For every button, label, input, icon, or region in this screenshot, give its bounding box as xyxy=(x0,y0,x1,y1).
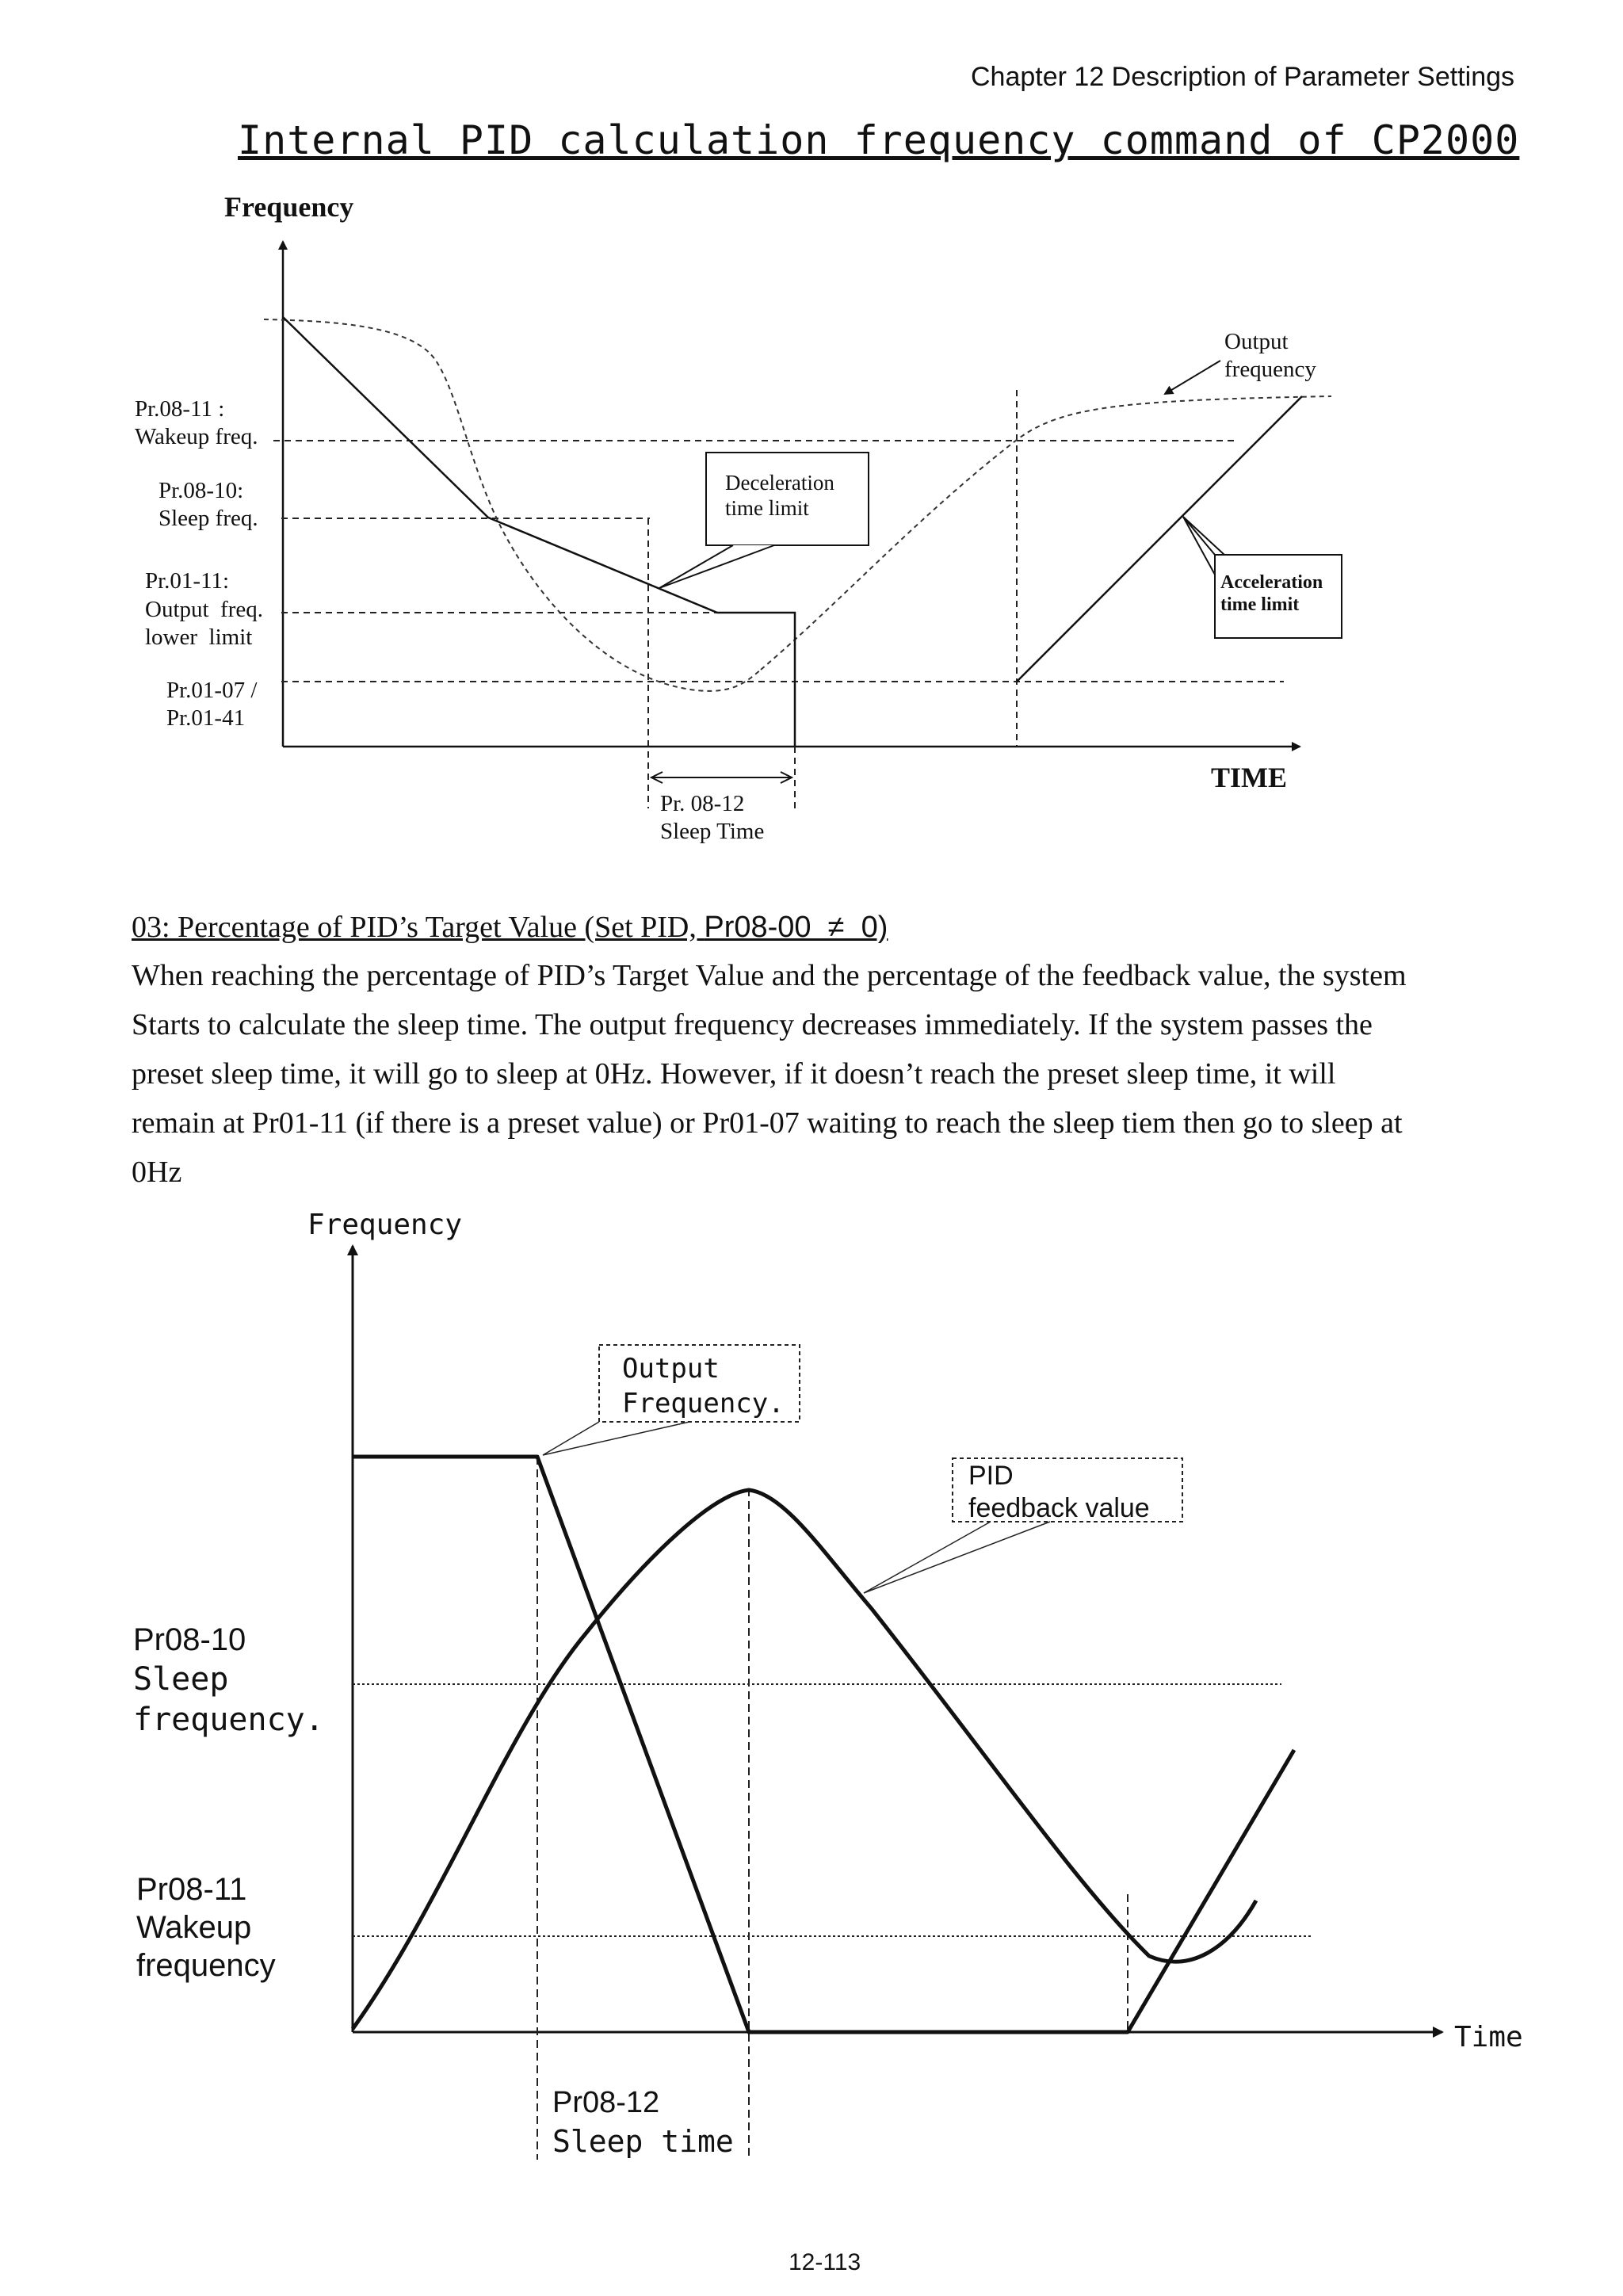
figure1-diagram xyxy=(0,0,1623,872)
figure2-pid-feedback-curve xyxy=(353,1490,1256,2029)
pid-feedback-label-line2: feedback value xyxy=(968,1493,1150,1523)
chapter-header: Chapter 12 Description of Parameter Settings xyxy=(971,62,1515,92)
output-frequency-pointer xyxy=(1165,361,1220,394)
acceleration-label-1: Acceleration xyxy=(1220,572,1323,593)
min-code-label-2: Pr.01-41 xyxy=(166,705,246,731)
deceleration-pointer xyxy=(659,545,774,588)
lower-name-label-2: lower limit xyxy=(145,625,253,650)
sleep-time-label-1: Pr. 08-12 xyxy=(660,791,745,816)
section-heading-param: Pr08-00 ≠ 0) xyxy=(704,911,888,944)
lower-name-label: Output freq. xyxy=(145,597,263,622)
paragraph-line: 0Hz xyxy=(132,1156,182,1189)
figure1-x-label: TIME xyxy=(1211,762,1288,793)
deceleration-label-2: time limit xyxy=(725,496,809,520)
figure1-title: Internal PID calculation frequency command of CP2000 xyxy=(238,117,1520,163)
paragraph-line: preset sleep time, it will go to sleep at 0Hz. However, if it doesn’t reach the preset sleep time, it will xyxy=(132,1057,1336,1091)
output-frequency-label-1: Output xyxy=(1224,329,1289,354)
figure1-output-curve-1 xyxy=(264,319,761,691)
deceleration-label-1: Deceleration xyxy=(725,471,834,495)
figure2-sleep-code: Pr08-10 xyxy=(133,1622,246,1657)
figure2-output-frequency-line xyxy=(353,1457,1294,2032)
figure1-y-label: Frequency xyxy=(224,191,354,223)
acceleration-pointer xyxy=(1183,517,1224,555)
figure2-sleep-name-2: frequency. xyxy=(133,1702,324,1738)
section-heading-main: 03: Percentage of PID’s Target Value (Set PID, xyxy=(132,911,705,944)
figure2-sleep-name-1: Sleep xyxy=(133,1661,229,1698)
figure2-wakeup-code: Pr08-11 xyxy=(136,1872,247,1907)
sleep-time-label-2: Sleep Time xyxy=(660,819,765,844)
figure2-y-label: Frequency xyxy=(307,1209,463,1241)
pid-feedback-pointer-line xyxy=(864,1522,1050,1593)
figure2-sleep-time-code: Pr08-12 xyxy=(552,2086,660,2119)
wakeup-code-label: Pr.08-11 : xyxy=(135,396,225,422)
figure2-wakeup-name-2: frequency xyxy=(136,1948,276,1983)
section-paragraph xyxy=(132,951,1558,1197)
figure2-diagram xyxy=(0,1189,1623,2179)
min-code-label: Pr.01-07 / xyxy=(166,678,258,703)
section-heading xyxy=(132,910,888,945)
acceleration-label-2: time limit xyxy=(1220,594,1300,615)
figure2-sleep-time-name: Sleep time xyxy=(552,2124,734,2159)
paragraph-line: remain at Pr01-11 (if there is a preset value) or Pr01-07 waiting to reach the sleep tiem then go to sleep at xyxy=(132,1106,1403,1140)
sleep-name-label: Sleep freq. xyxy=(158,506,258,531)
lower-code-label: Pr.01-11: xyxy=(145,568,230,594)
paragraph-line: When reaching the percentage of PID’s Target Value and the percentage of the feedback value, the system xyxy=(132,959,1407,992)
output-frequency-label-line2: Frequency. xyxy=(622,1388,785,1419)
output-frequency-label-line1: Output xyxy=(622,1353,720,1385)
pid-feedback-label-line1: PID xyxy=(968,1461,1014,1491)
figure2-wakeup-name-1: Wakeup xyxy=(136,1910,252,1945)
wakeup-name-label: Wakeup freq. xyxy=(135,424,258,449)
output-frequency-label-2: frequency xyxy=(1224,357,1316,382)
figure2-x-label: Time xyxy=(1454,2021,1523,2053)
page-number: 12-113 xyxy=(789,2249,861,2275)
paragraph-line: Starts to calculate the sleep time. The output frequency decreases immediately. If the system passes the xyxy=(132,1008,1373,1041)
sleep-code-label: Pr.08-10: xyxy=(158,478,244,503)
output-frequency-pointer-line xyxy=(543,1422,689,1455)
